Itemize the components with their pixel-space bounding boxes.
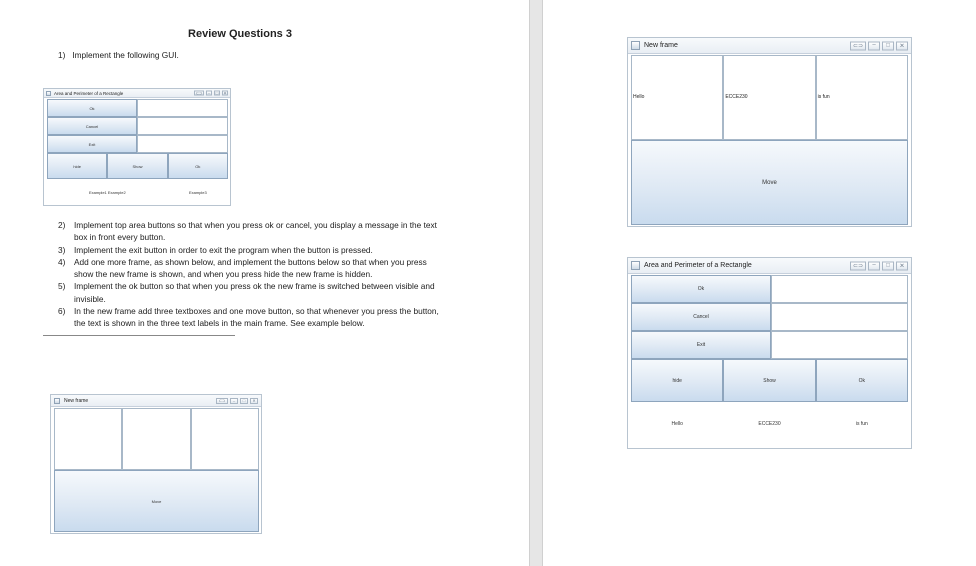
small-area-frame xyxy=(43,88,231,206)
window-controls xyxy=(194,91,228,96)
question-text: Add one more frame, as shown below, and implement the buttons below so that when you press show the new frame is shown, and when you press hide the new frame is hidden. xyxy=(74,256,427,280)
question-text: Implement top area buttons so that when you press ok or cancel, you display a message in the text box in front every button. xyxy=(74,220,437,243)
link-icon[interactable]: ⊂⊃ xyxy=(216,398,228,404)
hide-button[interactable]: hide xyxy=(47,153,107,179)
link-icon[interactable]: ⊂⊃ xyxy=(850,261,866,270)
cancel-button[interactable]: Cancel xyxy=(631,303,771,331)
text-field-1[interactable] xyxy=(54,408,122,470)
window-controls xyxy=(216,398,258,404)
question-text: Implement the ok button so that when you press ok the new frame is switched between visible and invisible. xyxy=(74,281,435,304)
example-label-2: Example3 xyxy=(188,189,207,195)
cancel-button[interactable]: Cancel xyxy=(47,117,137,135)
question-list xyxy=(58,219,448,330)
question-1 xyxy=(58,50,179,60)
minimize-icon[interactable]: – xyxy=(207,90,211,96)
window-title: New frame xyxy=(64,397,89,404)
right-page xyxy=(543,0,976,566)
question-number: 6) xyxy=(58,306,66,317)
question-item xyxy=(58,305,448,330)
minimize-icon[interactable]: – xyxy=(868,261,880,270)
move-button[interactable]: Move xyxy=(631,140,908,225)
question-text: In the new frame add three textboxes and one move button, so that whenever you press the button, the text is shown in the three text labels in the main frame. See example below. xyxy=(74,306,439,329)
java-cup-icon xyxy=(46,91,51,96)
ok-button[interactable]: Ok xyxy=(47,99,137,117)
title-bar xyxy=(44,89,230,98)
ok-toggle-button[interactable]: Ok xyxy=(168,153,228,179)
hide-button[interactable]: hide xyxy=(631,359,723,402)
window-controls xyxy=(850,261,908,270)
text-field-3[interactable]: is fun xyxy=(816,55,908,140)
maximize-icon[interactable]: □ xyxy=(215,90,219,96)
exit-button[interactable]: Exit xyxy=(47,135,137,153)
cancel-message-field[interactable] xyxy=(771,303,908,331)
big-new-frame xyxy=(627,37,912,227)
ok-button[interactable]: Ok xyxy=(631,275,771,303)
close-icon[interactable]: ✕ xyxy=(250,398,258,404)
cancel-message-field[interactable] xyxy=(137,117,228,135)
question-number: 5) xyxy=(58,281,66,292)
text-field-2[interactable] xyxy=(122,408,190,470)
title-bar xyxy=(628,258,911,274)
ok-toggle-button[interactable]: Ok xyxy=(816,359,908,402)
question-number: 4) xyxy=(58,256,66,267)
maximize-icon[interactable]: □ xyxy=(882,41,894,50)
close-icon[interactable]: ✕ xyxy=(896,261,908,270)
java-cup-icon xyxy=(54,398,60,404)
text-label-2: ECCE230 xyxy=(758,420,781,427)
question-text: Implement the exit button in order to exit the program when the button is pressed. xyxy=(74,244,373,255)
minimize-icon[interactable]: – xyxy=(230,398,238,404)
question-item xyxy=(58,280,448,305)
text-field-1[interactable]: Hello xyxy=(631,55,723,140)
question-item xyxy=(58,244,448,256)
example-label-1: Example1 Example2 xyxy=(88,189,126,195)
title-bar xyxy=(628,38,911,54)
window-title: Area and Perimeter of a Rectangle xyxy=(54,90,124,96)
question-item xyxy=(58,256,448,281)
ok-message-field[interactable] xyxy=(137,99,228,117)
question-1-number: 1) xyxy=(58,50,66,60)
exit-button[interactable]: Exit xyxy=(631,331,771,359)
doc-title: Review Questions 3 xyxy=(188,28,292,40)
small-new-frame xyxy=(50,394,262,534)
java-cup-icon xyxy=(631,41,640,50)
link-icon[interactable]: ⊂⊃ xyxy=(195,90,203,96)
text-field-2[interactable]: ECCE230 xyxy=(723,55,815,140)
maximize-icon[interactable]: □ xyxy=(882,261,894,270)
question-item xyxy=(58,219,448,244)
title-bar xyxy=(51,395,261,407)
exit-message-field[interactable] xyxy=(137,135,228,153)
java-cup-icon xyxy=(631,261,640,270)
minimize-icon[interactable]: – xyxy=(868,41,880,50)
window-controls xyxy=(850,41,908,50)
window-title: Area and Perimeter of a Rectangle xyxy=(644,262,752,269)
close-icon[interactable]: ✕ xyxy=(223,90,227,96)
window-title: New frame xyxy=(644,42,678,49)
show-button[interactable]: Show xyxy=(723,359,815,402)
divider xyxy=(43,335,235,336)
text-label-3: is fun xyxy=(855,420,868,427)
link-icon[interactable]: ⊂⊃ xyxy=(850,41,866,50)
close-icon[interactable]: ✕ xyxy=(896,41,908,50)
page-gutter xyxy=(529,0,543,566)
show-button[interactable]: Show xyxy=(107,153,167,179)
move-button[interactable]: Move xyxy=(54,470,259,532)
big-area-frame xyxy=(627,257,912,449)
exit-message-field[interactable] xyxy=(771,331,908,359)
question-number: 3) xyxy=(58,244,66,255)
maximize-icon[interactable]: □ xyxy=(240,398,248,404)
question-1-text: Implement the following GUI. xyxy=(72,50,179,60)
text-field-3[interactable] xyxy=(191,408,259,470)
question-number: 2) xyxy=(58,220,66,230)
text-label-1: Hello xyxy=(671,420,683,427)
ok-message-field[interactable] xyxy=(771,275,908,303)
